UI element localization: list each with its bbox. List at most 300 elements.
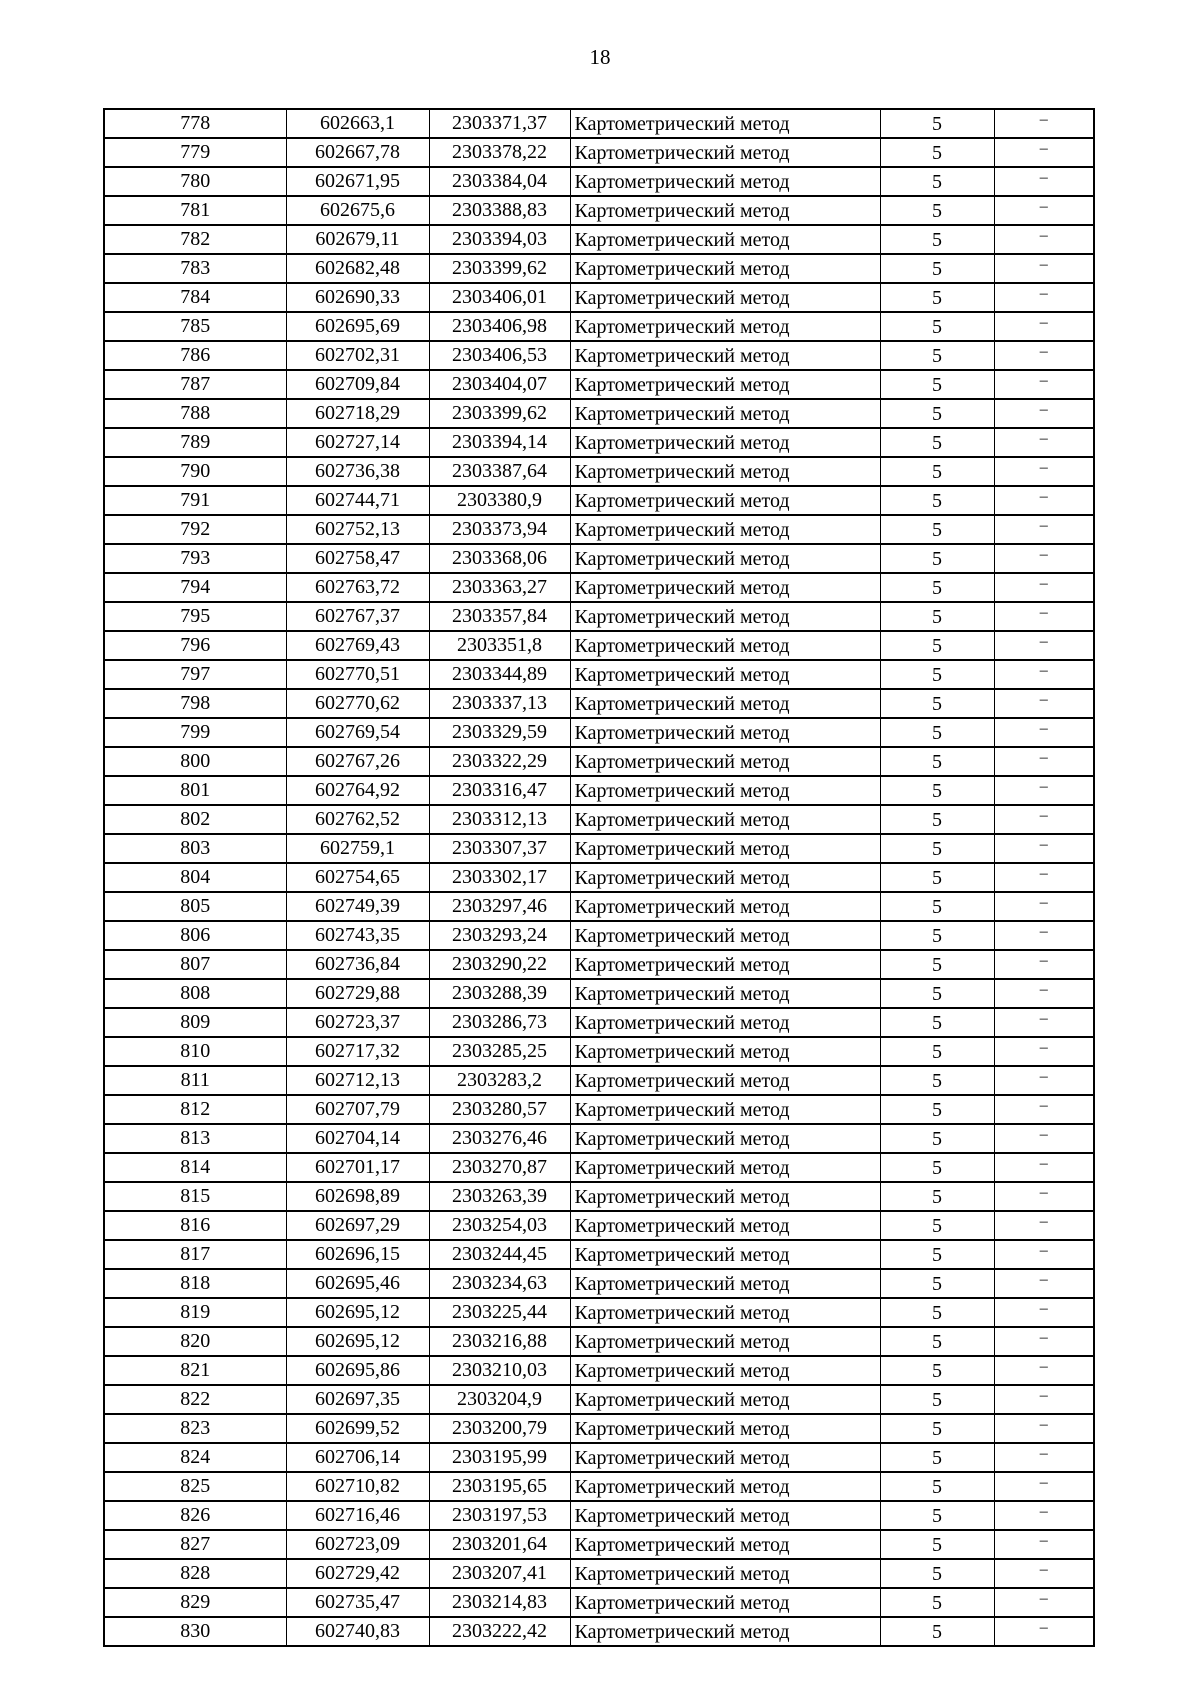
method-cell: Картометрический метод xyxy=(570,1327,880,1356)
point-number-cell: 825 xyxy=(104,1472,286,1501)
description-cell: – xyxy=(994,863,1094,892)
point-number-cell: 796 xyxy=(104,631,286,660)
precision-cell: 5 xyxy=(880,225,994,254)
x-coordinate-cell: 602695,69 xyxy=(286,312,429,341)
x-coordinate-cell: 602712,13 xyxy=(286,1066,429,1095)
point-number-cell: 793 xyxy=(104,544,286,573)
table-row xyxy=(104,1617,1094,1646)
table-row xyxy=(104,341,1094,370)
method-cell: Картометрический метод xyxy=(570,1037,880,1066)
point-number-cell: 827 xyxy=(104,1530,286,1559)
precision-cell: 5 xyxy=(880,602,994,631)
description-cell: – xyxy=(994,167,1094,196)
y-coordinate-cell: 2303357,84 xyxy=(429,602,570,631)
description-cell: – xyxy=(994,660,1094,689)
table-row xyxy=(104,1124,1094,1153)
x-coordinate-cell: 602752,13 xyxy=(286,515,429,544)
table-row xyxy=(104,1327,1094,1356)
method-cell: Картометрический метод xyxy=(570,1443,880,1472)
x-coordinate-cell: 602709,84 xyxy=(286,370,429,399)
table-row xyxy=(104,1037,1094,1066)
table-row xyxy=(104,1269,1094,1298)
point-number-cell: 819 xyxy=(104,1298,286,1327)
y-coordinate-cell: 2303371,37 xyxy=(429,109,570,138)
method-cell: Картометрический метод xyxy=(570,573,880,602)
method-cell: Картометрический метод xyxy=(570,689,880,718)
description-cell: – xyxy=(994,631,1094,660)
y-coordinate-cell: 2303285,25 xyxy=(429,1037,570,1066)
x-coordinate-cell: 602717,32 xyxy=(286,1037,429,1066)
point-number-cell: 799 xyxy=(104,718,286,747)
precision-cell: 5 xyxy=(880,1182,994,1211)
table-row xyxy=(104,1588,1094,1617)
precision-cell: 5 xyxy=(880,979,994,1008)
method-cell: Картометрический метод xyxy=(570,515,880,544)
point-number-cell: 826 xyxy=(104,1501,286,1530)
table-row xyxy=(104,515,1094,544)
y-coordinate-cell: 2303406,01 xyxy=(429,283,570,312)
point-number-cell: 798 xyxy=(104,689,286,718)
point-number-cell: 813 xyxy=(104,1124,286,1153)
method-cell: Картометрический метод xyxy=(570,1356,880,1385)
table-row xyxy=(104,167,1094,196)
precision-cell: 5 xyxy=(880,660,994,689)
precision-cell: 5 xyxy=(880,1443,994,1472)
y-coordinate-cell: 2303290,22 xyxy=(429,950,570,979)
description-cell: – xyxy=(994,1472,1094,1501)
y-coordinate-cell: 2303280,57 xyxy=(429,1095,570,1124)
x-coordinate-cell: 602697,29 xyxy=(286,1211,429,1240)
method-cell: Картометрический метод xyxy=(570,138,880,167)
point-number-cell: 801 xyxy=(104,776,286,805)
point-number-cell: 824 xyxy=(104,1443,286,1472)
precision-cell: 5 xyxy=(880,254,994,283)
x-coordinate-cell: 602743,35 xyxy=(286,921,429,950)
y-coordinate-cell: 2303288,39 xyxy=(429,979,570,1008)
precision-cell: 5 xyxy=(880,1414,994,1443)
y-coordinate-cell: 2303307,37 xyxy=(429,834,570,863)
point-number-cell: 822 xyxy=(104,1385,286,1414)
method-cell: Картометрический метод xyxy=(570,718,880,747)
method-cell: Картометрический метод xyxy=(570,1153,880,1182)
precision-cell: 5 xyxy=(880,1501,994,1530)
table-row xyxy=(104,892,1094,921)
x-coordinate-cell: 602754,65 xyxy=(286,863,429,892)
description-cell: – xyxy=(994,138,1094,167)
y-coordinate-cell: 2303316,47 xyxy=(429,776,570,805)
method-cell: Картометрический метод xyxy=(570,1588,880,1617)
method-cell: Картометрический метод xyxy=(570,341,880,370)
precision-cell: 5 xyxy=(880,1211,994,1240)
point-number-cell: 785 xyxy=(104,312,286,341)
table-row xyxy=(104,1501,1094,1530)
point-number-cell: 789 xyxy=(104,428,286,457)
table-row xyxy=(104,1298,1094,1327)
table-row xyxy=(104,805,1094,834)
point-number-cell: 817 xyxy=(104,1240,286,1269)
precision-cell: 5 xyxy=(880,573,994,602)
x-coordinate-cell: 602723,09 xyxy=(286,1530,429,1559)
table-row xyxy=(104,1356,1094,1385)
point-number-cell: 802 xyxy=(104,805,286,834)
method-cell: Картометрический метод xyxy=(570,399,880,428)
y-coordinate-cell: 2303380,9 xyxy=(429,486,570,515)
y-coordinate-cell: 2303204,9 xyxy=(429,1385,570,1414)
table-row xyxy=(104,225,1094,254)
precision-cell: 5 xyxy=(880,1008,994,1037)
method-cell: Картометрический метод xyxy=(570,1269,880,1298)
y-coordinate-cell: 2303378,22 xyxy=(429,138,570,167)
x-coordinate-cell: 602729,88 xyxy=(286,979,429,1008)
y-coordinate-cell: 2303293,24 xyxy=(429,921,570,950)
x-coordinate-cell: 602702,31 xyxy=(286,341,429,370)
precision-cell: 5 xyxy=(880,428,994,457)
table-row xyxy=(104,457,1094,486)
point-number-cell: 791 xyxy=(104,486,286,515)
x-coordinate-cell: 602690,33 xyxy=(286,283,429,312)
point-number-cell: 820 xyxy=(104,1327,286,1356)
precision-cell: 5 xyxy=(880,1269,994,1298)
point-number-cell: 792 xyxy=(104,515,286,544)
point-number-cell: 778 xyxy=(104,109,286,138)
description-cell: – xyxy=(994,1356,1094,1385)
method-cell: Картометрический метод xyxy=(570,1066,880,1095)
table-row xyxy=(104,718,1094,747)
coordinates-table-body xyxy=(104,109,1094,1646)
y-coordinate-cell: 2303222,42 xyxy=(429,1617,570,1646)
description-cell: – xyxy=(994,1327,1094,1356)
precision-cell: 5 xyxy=(880,1124,994,1153)
y-coordinate-cell: 2303197,53 xyxy=(429,1501,570,1530)
point-number-cell: 781 xyxy=(104,196,286,225)
precision-cell: 5 xyxy=(880,1559,994,1588)
point-number-cell: 788 xyxy=(104,399,286,428)
point-number-cell: 780 xyxy=(104,167,286,196)
point-number-cell: 821 xyxy=(104,1356,286,1385)
y-coordinate-cell: 2303399,62 xyxy=(429,254,570,283)
method-cell: Картометрический метод xyxy=(570,1385,880,1414)
page-number: 18 xyxy=(589,45,611,69)
y-coordinate-cell: 2303207,41 xyxy=(429,1559,570,1588)
y-coordinate-cell: 2303329,59 xyxy=(429,718,570,747)
method-cell: Картометрический метод xyxy=(570,1008,880,1037)
point-number-cell: 830 xyxy=(104,1617,286,1646)
description-cell: – xyxy=(994,1559,1094,1588)
precision-cell: 5 xyxy=(880,892,994,921)
point-number-cell: 829 xyxy=(104,1588,286,1617)
precision-cell: 5 xyxy=(880,457,994,486)
description-cell: – xyxy=(994,109,1094,138)
x-coordinate-cell: 602663,1 xyxy=(286,109,429,138)
x-coordinate-cell: 602758,47 xyxy=(286,544,429,573)
table-row xyxy=(104,573,1094,602)
description-cell: – xyxy=(994,689,1094,718)
table-row xyxy=(104,1008,1094,1037)
precision-cell: 5 xyxy=(880,921,994,950)
description-cell: – xyxy=(994,921,1094,950)
precision-cell: 5 xyxy=(880,399,994,428)
precision-cell: 5 xyxy=(880,109,994,138)
table-row xyxy=(104,399,1094,428)
table-row xyxy=(104,1240,1094,1269)
table-row xyxy=(104,1443,1094,1472)
method-cell: Картометрический метод xyxy=(570,109,880,138)
description-cell: – xyxy=(994,1530,1094,1559)
method-cell: Картометрический метод xyxy=(570,457,880,486)
point-number-cell: 804 xyxy=(104,863,286,892)
table-row xyxy=(104,1559,1094,1588)
table-row xyxy=(104,1414,1094,1443)
table-row xyxy=(104,196,1094,225)
x-coordinate-cell: 602695,46 xyxy=(286,1269,429,1298)
y-coordinate-cell: 2303276,46 xyxy=(429,1124,570,1153)
point-number-cell: 807 xyxy=(104,950,286,979)
y-coordinate-cell: 2303244,45 xyxy=(429,1240,570,1269)
description-cell: – xyxy=(994,428,1094,457)
description-cell: – xyxy=(994,718,1094,747)
precision-cell: 5 xyxy=(880,1240,994,1269)
y-coordinate-cell: 2303234,63 xyxy=(429,1269,570,1298)
point-number-cell: 800 xyxy=(104,747,286,776)
table-row xyxy=(104,254,1094,283)
precision-cell: 5 xyxy=(880,196,994,225)
x-coordinate-cell: 602729,42 xyxy=(286,1559,429,1588)
description-cell: – xyxy=(994,1066,1094,1095)
precision-cell: 5 xyxy=(880,138,994,167)
precision-cell: 5 xyxy=(880,1037,994,1066)
x-coordinate-cell: 602736,38 xyxy=(286,457,429,486)
table-row xyxy=(104,834,1094,863)
precision-cell: 5 xyxy=(880,370,994,399)
x-coordinate-cell: 602762,52 xyxy=(286,805,429,834)
y-coordinate-cell: 2303406,53 xyxy=(429,341,570,370)
method-cell: Картометрический метод xyxy=(570,1095,880,1124)
precision-cell: 5 xyxy=(880,1153,994,1182)
description-cell: – xyxy=(994,515,1094,544)
description-cell: – xyxy=(994,225,1094,254)
x-coordinate-cell: 602759,1 xyxy=(286,834,429,863)
method-cell: Картометрический метод xyxy=(570,1617,880,1646)
x-coordinate-cell: 602679,11 xyxy=(286,225,429,254)
table-row xyxy=(104,1182,1094,1211)
method-cell: Картометрический метод xyxy=(570,863,880,892)
x-coordinate-cell: 602740,83 xyxy=(286,1617,429,1646)
description-cell: – xyxy=(994,1298,1094,1327)
x-coordinate-cell: 602667,78 xyxy=(286,138,429,167)
x-coordinate-cell: 602769,54 xyxy=(286,718,429,747)
method-cell: Картометрический метод xyxy=(570,312,880,341)
description-cell: – xyxy=(994,776,1094,805)
description-cell: – xyxy=(994,979,1094,1008)
y-coordinate-cell: 2303263,39 xyxy=(429,1182,570,1211)
precision-cell: 5 xyxy=(880,167,994,196)
point-number-cell: 823 xyxy=(104,1414,286,1443)
method-cell: Картометрический метод xyxy=(570,196,880,225)
precision-cell: 5 xyxy=(880,544,994,573)
table-row xyxy=(104,660,1094,689)
x-coordinate-cell: 602696,15 xyxy=(286,1240,429,1269)
x-coordinate-cell: 602710,82 xyxy=(286,1472,429,1501)
description-cell: – xyxy=(994,1211,1094,1240)
precision-cell: 5 xyxy=(880,1588,994,1617)
description-cell: – xyxy=(994,602,1094,631)
point-number-cell: 811 xyxy=(104,1066,286,1095)
description-cell: – xyxy=(994,370,1094,399)
precision-cell: 5 xyxy=(880,1472,994,1501)
method-cell: Картометрический метод xyxy=(570,370,880,399)
description-cell: – xyxy=(994,254,1094,283)
point-number-cell: 786 xyxy=(104,341,286,370)
method-cell: Картометрический метод xyxy=(570,1472,880,1501)
y-coordinate-cell: 2303210,03 xyxy=(429,1356,570,1385)
y-coordinate-cell: 2303270,87 xyxy=(429,1153,570,1182)
precision-cell: 5 xyxy=(880,776,994,805)
method-cell: Картометрический метод xyxy=(570,776,880,805)
y-coordinate-cell: 2303394,03 xyxy=(429,225,570,254)
method-cell: Картометрический метод xyxy=(570,660,880,689)
method-cell: Картометрический метод xyxy=(570,805,880,834)
y-coordinate-cell: 2303297,46 xyxy=(429,892,570,921)
y-coordinate-cell: 2303216,88 xyxy=(429,1327,570,1356)
x-coordinate-cell: 602695,12 xyxy=(286,1298,429,1327)
point-number-cell: 782 xyxy=(104,225,286,254)
y-coordinate-cell: 2303322,29 xyxy=(429,747,570,776)
x-coordinate-cell: 602675,6 xyxy=(286,196,429,225)
point-number-cell: 816 xyxy=(104,1211,286,1240)
y-coordinate-cell: 2303254,03 xyxy=(429,1211,570,1240)
x-coordinate-cell: 602698,89 xyxy=(286,1182,429,1211)
precision-cell: 5 xyxy=(880,1530,994,1559)
point-number-cell: 805 xyxy=(104,892,286,921)
y-coordinate-cell: 2303195,99 xyxy=(429,1443,570,1472)
table-row xyxy=(104,979,1094,1008)
method-cell: Картометрический метод xyxy=(570,544,880,573)
table-row xyxy=(104,283,1094,312)
precision-cell: 5 xyxy=(880,834,994,863)
x-coordinate-cell: 602701,17 xyxy=(286,1153,429,1182)
x-coordinate-cell: 602707,79 xyxy=(286,1095,429,1124)
description-cell: – xyxy=(994,747,1094,776)
table-row xyxy=(104,689,1094,718)
description-cell: – xyxy=(994,457,1094,486)
table-row xyxy=(104,486,1094,515)
point-number-cell: 814 xyxy=(104,1153,286,1182)
precision-cell: 5 xyxy=(880,950,994,979)
table-row xyxy=(104,631,1094,660)
precision-cell: 5 xyxy=(880,689,994,718)
description-cell: – xyxy=(994,1385,1094,1414)
method-cell: Картометрический метод xyxy=(570,225,880,254)
y-coordinate-cell: 2303337,13 xyxy=(429,689,570,718)
y-coordinate-cell: 2303286,73 xyxy=(429,1008,570,1037)
y-coordinate-cell: 2303388,83 xyxy=(429,196,570,225)
precision-cell: 5 xyxy=(880,805,994,834)
description-cell: – xyxy=(994,544,1094,573)
point-number-cell: 794 xyxy=(104,573,286,602)
method-cell: Картометрический метод xyxy=(570,283,880,312)
point-number-cell: 783 xyxy=(104,254,286,283)
method-cell: Картометрический метод xyxy=(570,602,880,631)
x-coordinate-cell: 602716,46 xyxy=(286,1501,429,1530)
y-coordinate-cell: 2303351,8 xyxy=(429,631,570,660)
y-coordinate-cell: 2303201,64 xyxy=(429,1530,570,1559)
point-number-cell: 797 xyxy=(104,660,286,689)
y-coordinate-cell: 2303373,94 xyxy=(429,515,570,544)
x-coordinate-cell: 602695,12 xyxy=(286,1327,429,1356)
point-number-cell: 779 xyxy=(104,138,286,167)
point-number-cell: 818 xyxy=(104,1269,286,1298)
description-cell: – xyxy=(994,1269,1094,1298)
method-cell: Картометрический метод xyxy=(570,486,880,515)
y-coordinate-cell: 2303283,2 xyxy=(429,1066,570,1095)
table-row xyxy=(104,370,1094,399)
table-row xyxy=(104,747,1094,776)
x-coordinate-cell: 602735,47 xyxy=(286,1588,429,1617)
description-cell: – xyxy=(994,1095,1094,1124)
description-cell: – xyxy=(994,1414,1094,1443)
method-cell: Картометрический метод xyxy=(570,1182,880,1211)
x-coordinate-cell: 602744,71 xyxy=(286,486,429,515)
y-coordinate-cell: 2303302,17 xyxy=(429,863,570,892)
point-number-cell: 803 xyxy=(104,834,286,863)
method-cell: Картометрический метод xyxy=(570,428,880,457)
y-coordinate-cell: 2303404,07 xyxy=(429,370,570,399)
point-number-cell: 795 xyxy=(104,602,286,631)
point-number-cell: 815 xyxy=(104,1182,286,1211)
table-row xyxy=(104,428,1094,457)
coordinates-table xyxy=(103,108,1095,1647)
table-row xyxy=(104,602,1094,631)
description-cell: – xyxy=(994,1124,1094,1153)
precision-cell: 5 xyxy=(880,1385,994,1414)
precision-cell: 5 xyxy=(880,312,994,341)
table-row xyxy=(104,544,1094,573)
precision-cell: 5 xyxy=(880,283,994,312)
method-cell: Картометрический метод xyxy=(570,892,880,921)
x-coordinate-cell: 602769,43 xyxy=(286,631,429,660)
precision-cell: 5 xyxy=(880,1298,994,1327)
description-cell: – xyxy=(994,1501,1094,1530)
method-cell: Картометрический метод xyxy=(570,921,880,950)
description-cell: – xyxy=(994,1037,1094,1066)
table-row xyxy=(104,1472,1094,1501)
description-cell: – xyxy=(994,950,1094,979)
precision-cell: 5 xyxy=(880,1356,994,1385)
method-cell: Картометрический метод xyxy=(570,1501,880,1530)
x-coordinate-cell: 602763,72 xyxy=(286,573,429,602)
description-cell: – xyxy=(994,1182,1094,1211)
table-row xyxy=(104,863,1094,892)
description-cell: – xyxy=(994,892,1094,921)
precision-cell: 5 xyxy=(880,486,994,515)
table-row xyxy=(104,1385,1094,1414)
table-row xyxy=(104,1153,1094,1182)
description-cell: – xyxy=(994,486,1094,515)
precision-cell: 5 xyxy=(880,515,994,544)
description-cell: – xyxy=(994,312,1094,341)
x-coordinate-cell: 602767,26 xyxy=(286,747,429,776)
table-row xyxy=(104,950,1094,979)
method-cell: Картометрический метод xyxy=(570,979,880,1008)
x-coordinate-cell: 602727,14 xyxy=(286,428,429,457)
method-cell: Картометрический метод xyxy=(570,1240,880,1269)
x-coordinate-cell: 602764,92 xyxy=(286,776,429,805)
precision-cell: 5 xyxy=(880,1066,994,1095)
point-number-cell: 784 xyxy=(104,283,286,312)
table-row xyxy=(104,1530,1094,1559)
method-cell: Картометрический метод xyxy=(570,254,880,283)
method-cell: Картометрический метод xyxy=(570,1414,880,1443)
